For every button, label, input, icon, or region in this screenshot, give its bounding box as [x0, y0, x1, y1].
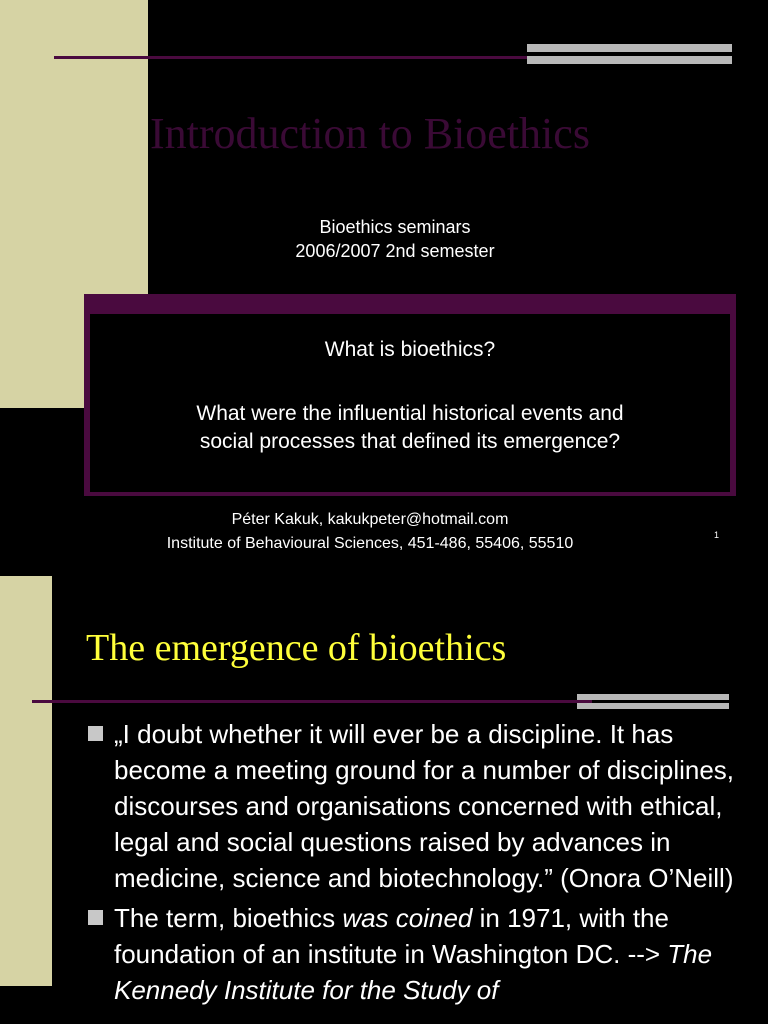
slide-2: [0, 576, 768, 1024]
decorative-stripes: [577, 694, 729, 712]
author-contact: Péter Kakuk, kakukpeter@hotmail.com: [231, 511, 509, 528]
bullet-text-part: in 1971, with the foundation of an institute in Washington DC. -->: [114, 903, 669, 969]
decorative-stripes: [527, 44, 732, 68]
subtitle-line-1: Bioethics seminars: [319, 217, 471, 237]
page-number: 1: [714, 530, 720, 540]
list-item: [84, 716, 744, 896]
decorative-rule: [54, 56, 594, 59]
question-2-line-1: What were the influential historical events and: [196, 402, 624, 425]
bullet-text-italic: was coined: [342, 903, 473, 933]
question-box-inner: [90, 312, 730, 492]
author-institute: Institute of Behavioural Sciences, 451-486, 55406, 55510: [166, 535, 574, 552]
slide-title: Introduction to Bioethics: [150, 109, 590, 158]
bullet-text-italic: The Kennedy Institute for the Study of: [114, 939, 713, 1005]
question-2: [90, 400, 730, 456]
tan-sidebar: [0, 576, 52, 986]
decorative-rule: [32, 700, 592, 703]
bullet-text: [114, 900, 744, 1008]
list-item: [84, 900, 744, 1008]
square-bullet-icon: [88, 910, 103, 925]
question-box: [84, 294, 736, 496]
bullet-text: „I doubt whether it will ever be a discipline. It has become a meeting ground for a number of disciplines, discourses and organisations concerned with ethical, legal and social questions raised by advances in medicine, science and biotechnology.” (Onora O’Neill): [114, 719, 735, 893]
slide-title: The emergence of bioethics: [86, 627, 507, 669]
bullet-list: [84, 716, 744, 1012]
question-1: What is bioethics?: [324, 338, 496, 361]
subtitle-line-2: 2006/2007 2nd semester: [295, 241, 495, 261]
question-2-line-2: social processes that defined its emergence?: [199, 430, 621, 453]
square-bullet-icon: [88, 726, 103, 741]
bullet-text-part: The term, bioethics: [114, 903, 343, 933]
